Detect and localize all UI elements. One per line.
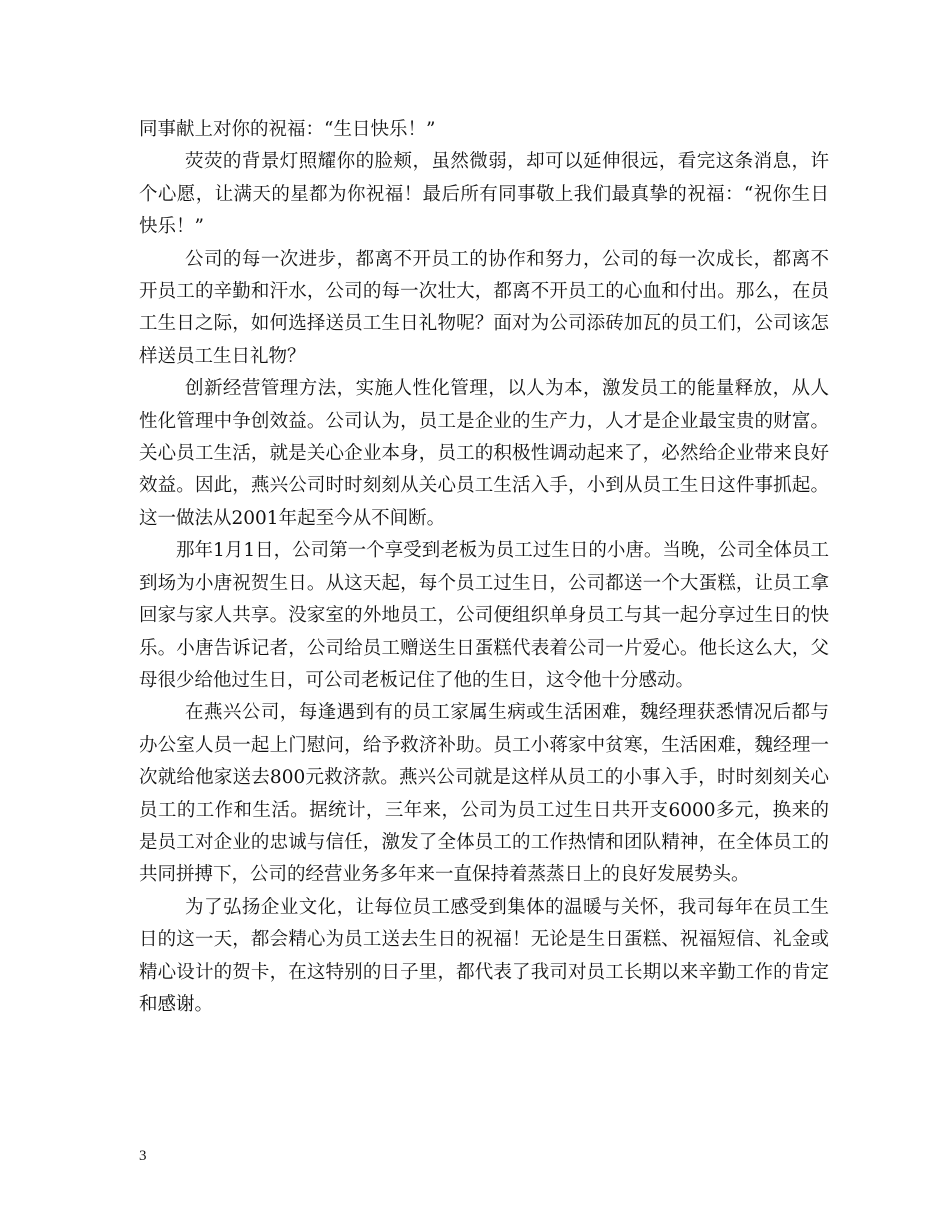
paragraph-employee-care: 在燕兴公司，每逢遇到有的员工家属生病或生活困难，魏经理获悉情况后都与办公室人员一起上门慰问，给予救济补助。员工小蒋家中贫寒，生活困难，魏经理一次就给他家送去800元救济款。燕兴公司就是这样从员工的小事入手，时时刻刻关心员工的工作和生活。据统计，三年来，公司为员工过生日共开支6000多元，换来的是员工对企业的忠诚与信任，激发了全体员工的工作热情和团队精神，在全体员工的共同拼搏下，公司的经营业务多年来一直保持着蒸蒸日上的良好发展势头。 [139,702,829,886]
paragraph-management-method: 创新经营管理方法，实施人性化管理，以人为本，激发员工的能量释放，从人性化管理中争创效益。公司认为，员工是企业的生产力，人才是企业最宝贵的财富。关心员工生活，就是关心企业本身，员工的积极性调动起来了，必然给企业带来良好效益。因此，燕兴公司时时刻刻从关心员工生活入手，小到从员工生日这件事抓起。这一做法从2001年起至今从不间断。 [139,378,829,529]
paragraph-birthday-wish-ending: 同事献上对你的祝福：“生日快乐！” [139,119,436,140]
page-number: 3 [139,1148,147,1164]
paragraph-corporate-culture: 为了弘扬企业文化，让每位员工感受到集体的温暖与关怀，我司每年在员工生日的这一天，都会精心为员工送去生日的祝福！无论是生日蛋糕、祝福短信、礼金或精心设计的贺卡，在这特别的日子里，都代表了我司对员工长期以来辛勤工作的肯定和感谢。 [139,896,829,1015]
paragraph-company-progress: 公司的每一次进步，都离不开员工的协作和努力，公司的每一次成长，都离不开员工的辛勤和汗水，公司的每一次壮大，都离不开员工的心血和付出。那么，在员工生日之际，如何选择送员工生日礼物呢？面对为公司添砖加瓦的员工们，公司该怎样送员工生日礼物？ [139,248,829,367]
document-body [139,114,829,1021]
paragraph-birthday-message: 荧荧的背景灯照耀你的脸颊，虽然微弱，却可以延伸很远，看完这条消息，许个心愿，让满天的星都为你祝福！最后所有同事敬上我们最真挚的祝福：“祝你生日快乐！” [139,151,829,238]
paragraph-first-birthday: 那年1月1日，公司第一个享受到老板为员工过生日的小唐。当晚，公司全体员工到场为小唐祝贺生日。从这天起，每个员工过生日，公司都送一个大蛋糕，让员工拿回家与家人共享。没家室的外地员工，公司便组织单身员工与其一起分享过生日的快乐。小唐告诉记者，公司给员工赠送生日蛋糕代表着公司一片爱心。他长这么大，父母很少给他过生日，可公司老板记住了他的生日，这令他十分感动。 [139,540,829,691]
